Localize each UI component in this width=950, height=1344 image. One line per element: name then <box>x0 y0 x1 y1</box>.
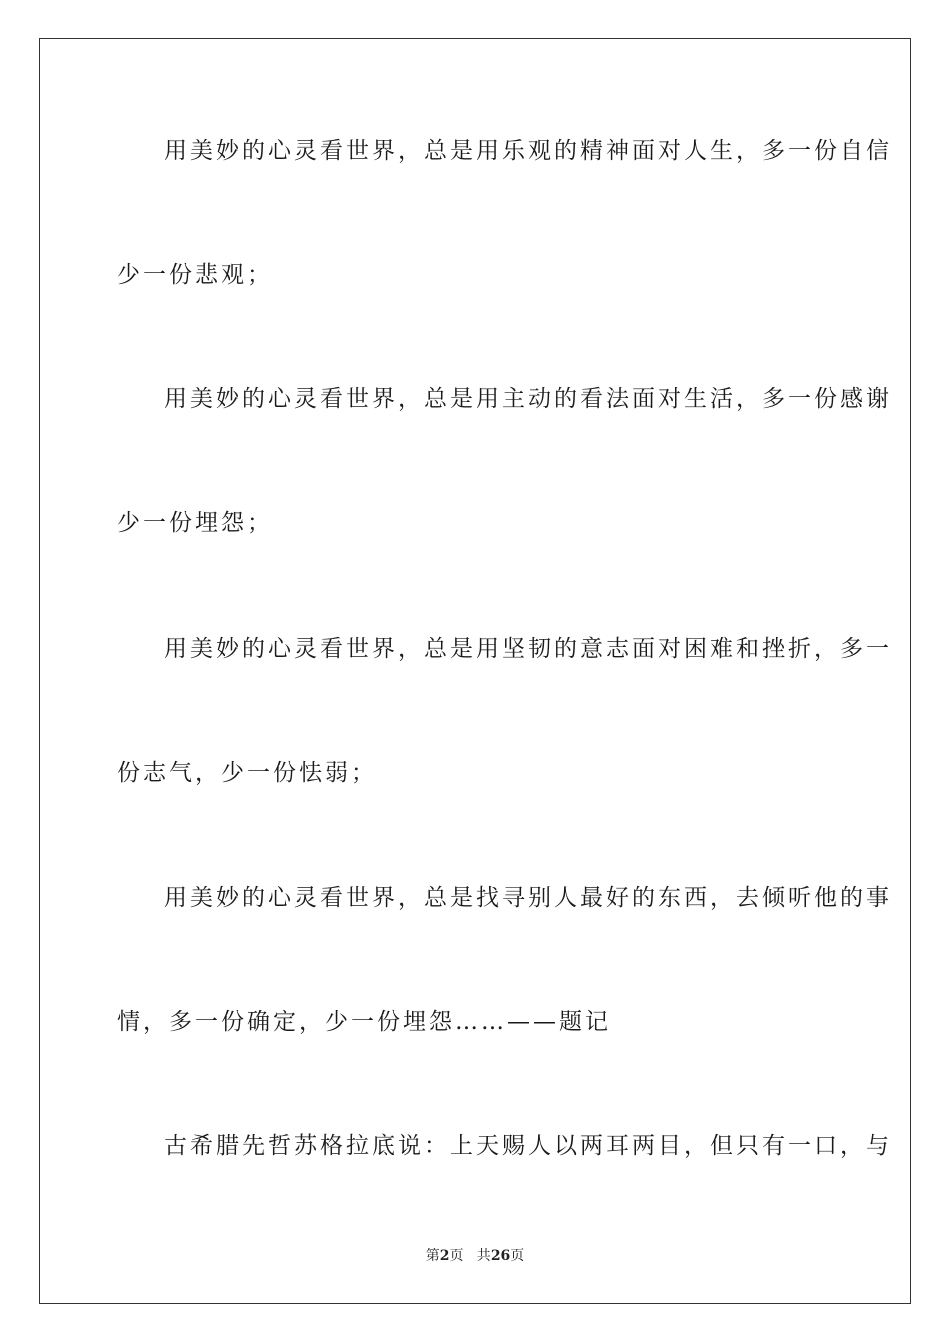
page-footer <box>0 1245 950 1265</box>
paragraph-1-line-1: 用美妙的心灵看世界，总是用乐观的精神面对人生，多一份自信 <box>164 138 892 164</box>
footer-prefix: 第 <box>425 1248 440 1264</box>
paragraph-4-line-2: 情，多一份确定，少一份埋怨……——题记 <box>117 1009 611 1035</box>
paragraph-2-line-2: 少一份埋怨； <box>117 510 273 536</box>
footer-suffix: 页 <box>510 1248 525 1264</box>
paragraph-3-line-2: 份志气，少一份怯弱； <box>117 760 377 786</box>
paragraph-4-line-1: 用美妙的心灵看世界，总是找寻别人最好的东西，去倾听他的事 <box>164 885 892 911</box>
total-page-count: 26 <box>490 1248 511 1264</box>
paragraph-2-line-1: 用美妙的心灵看世界，总是用主动的看法面对生活，多一份感谢 <box>164 386 892 412</box>
paragraph-3-line-1: 用美妙的心灵看世界，总是用坚韧的意志面对困难和挫折，多一 <box>164 636 892 662</box>
page-border <box>39 38 911 1304</box>
paragraph-1-line-2: 少一份悲观； <box>117 262 273 288</box>
footer-middle: 页 共 <box>449 1248 491 1264</box>
current-page-number: 2 <box>439 1248 450 1264</box>
paragraph-5-line-1: 古希腊先哲苏格拉底说：上天赐人以两耳两目，但只有一口，与 <box>164 1133 892 1159</box>
